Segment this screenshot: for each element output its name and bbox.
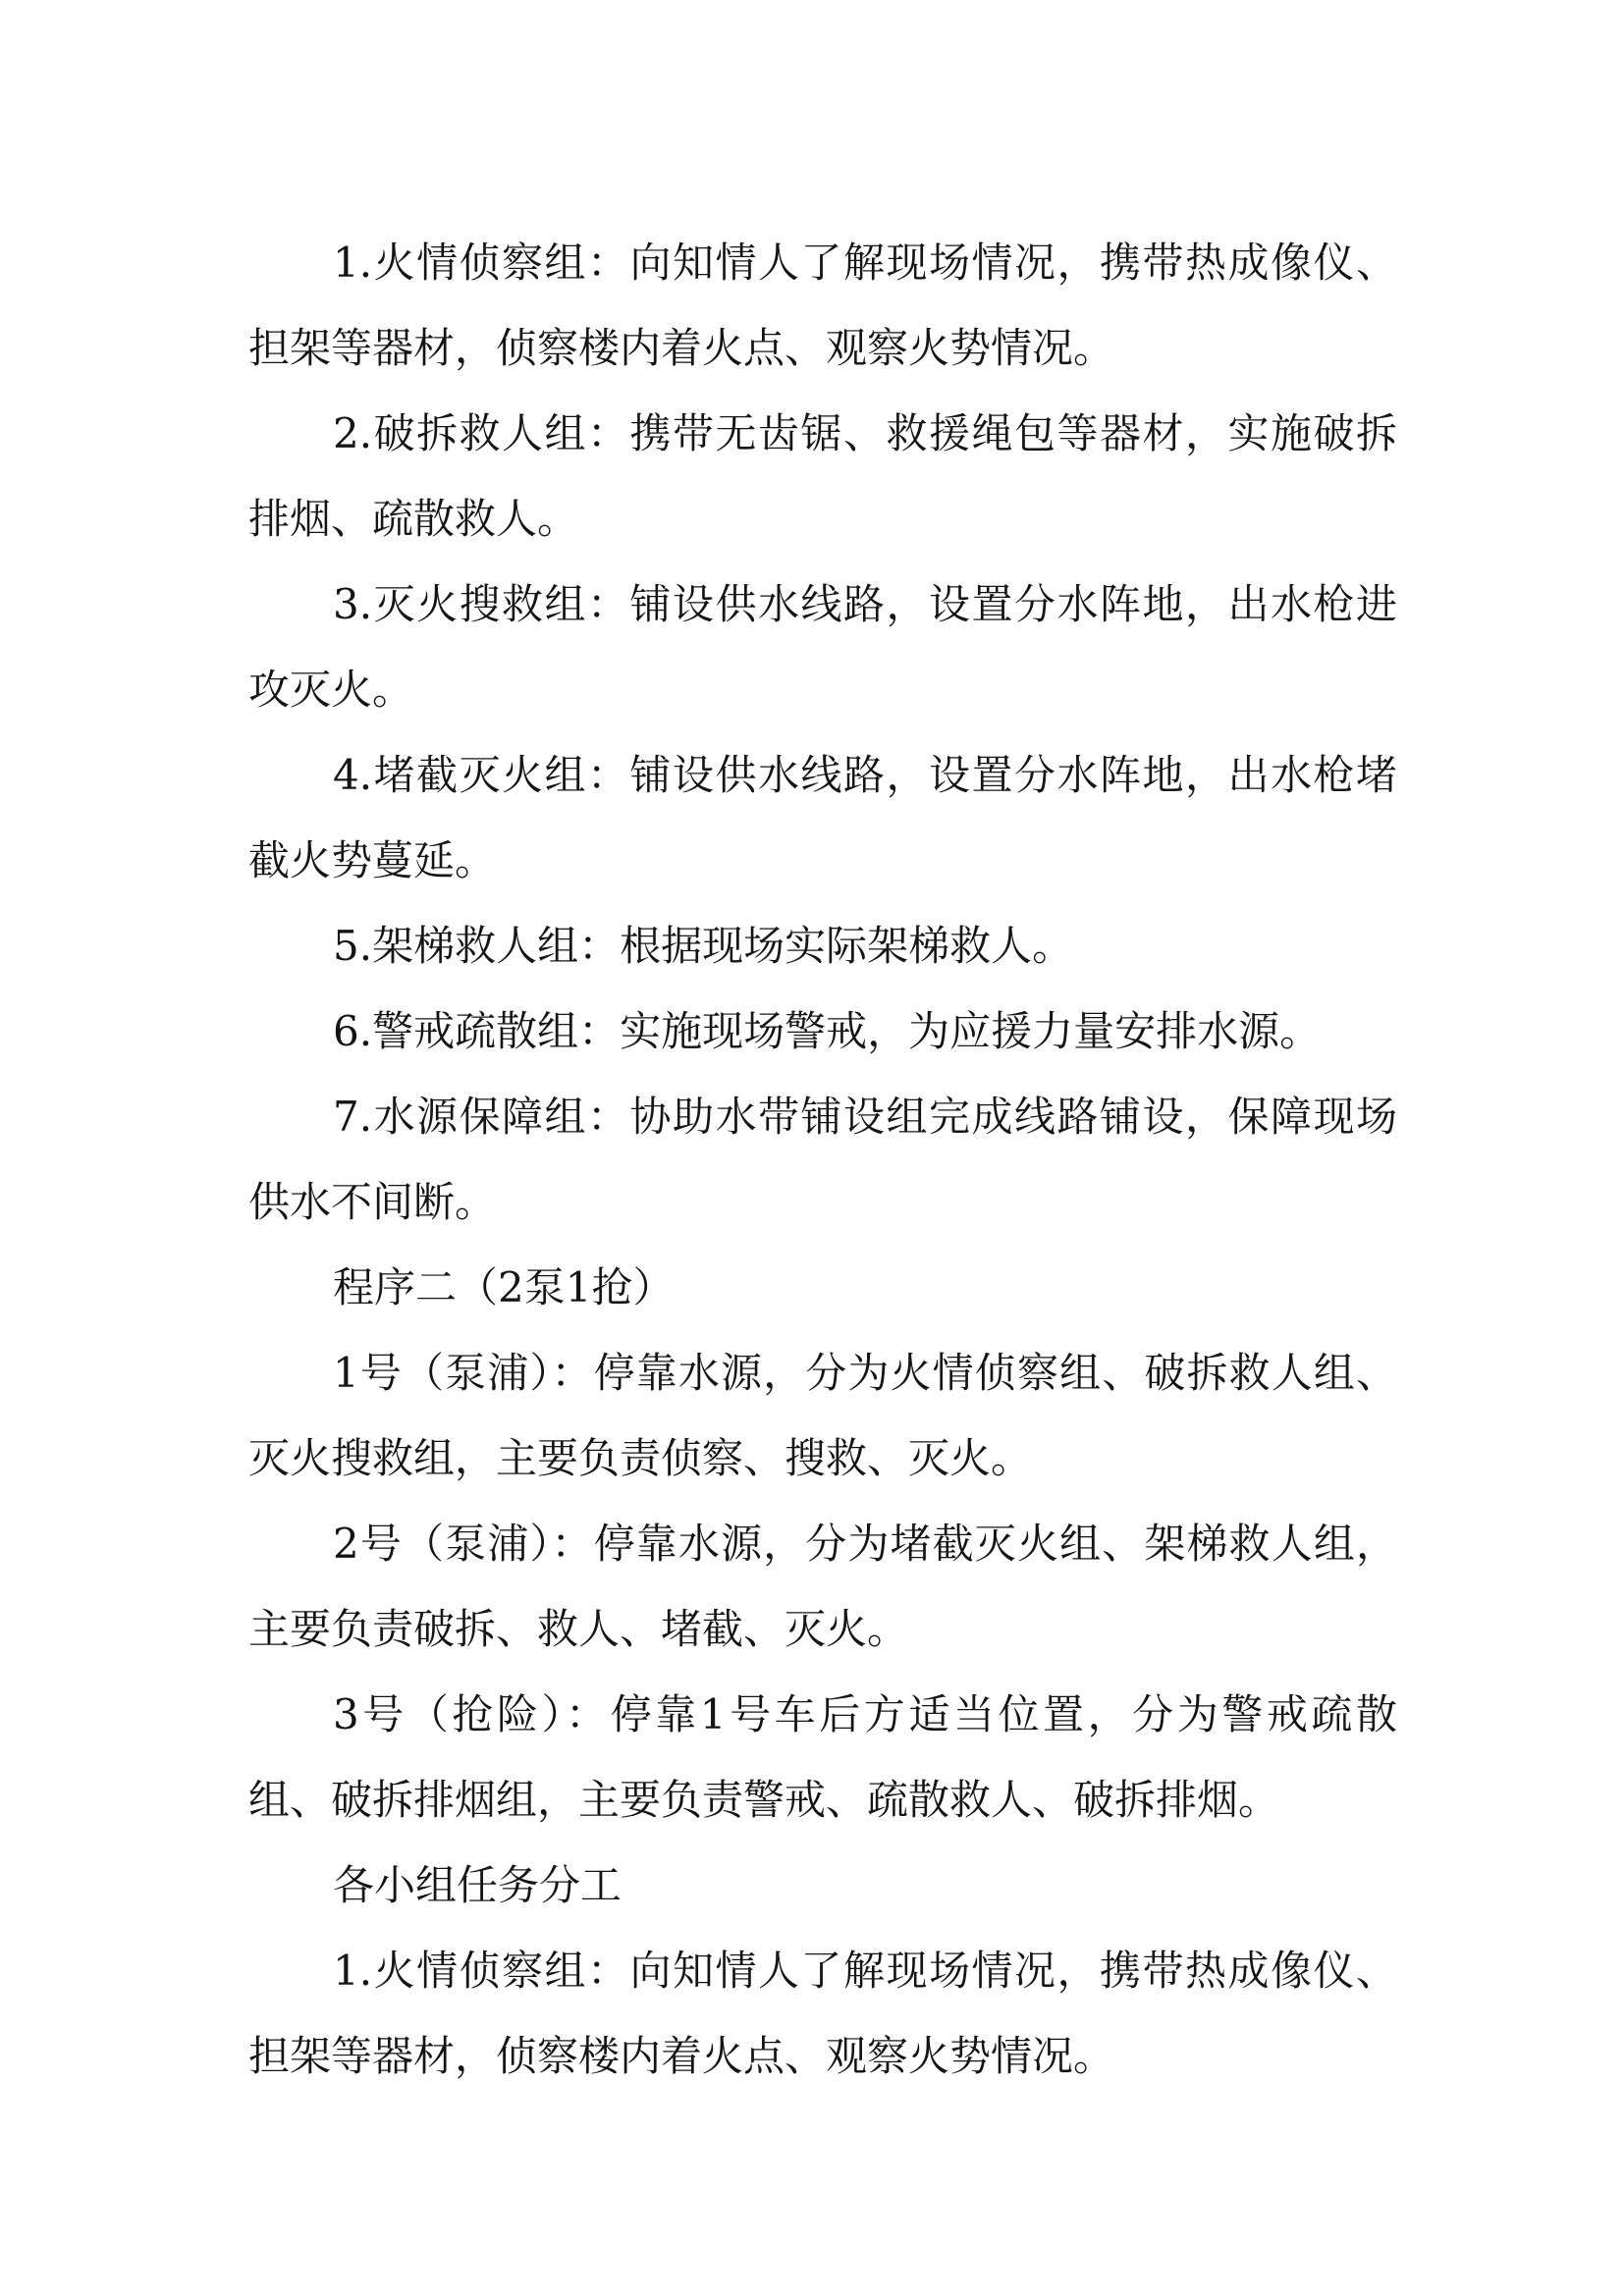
- paragraph-water-supply-group: [248, 1074, 1397, 1245]
- paragraph-fire-recon-group: [248, 220, 1397, 391]
- text-line: 3.灭火搜救组：铺设供水线路，设置分水阵地，出水枪进: [333, 580, 1397, 628]
- text-line: 排烟、疏散救人。: [248, 495, 579, 543]
- text-line: 4.堵截灭火组：铺设供水线路，设置分水阵地，出水枪堵: [333, 751, 1397, 799]
- text-line: 担架等器材，侦察楼内着火点、观察火势情况。: [248, 2032, 1115, 2080]
- paragraph-cordon-evacuation-group: [248, 988, 1397, 1074]
- text-line: 担架等器材，侦察楼内着火点、观察火势情况。: [248, 324, 1115, 372]
- text-line: 各小组任务分工: [333, 1861, 623, 1909]
- paragraph-fire-recon-group-repeat: [248, 1928, 1397, 2099]
- text-line: 攻灭火。: [248, 666, 414, 714]
- paragraph-extinguish-search-group: [248, 561, 1397, 732]
- text-line: 5.架梯救人组：根据现场实际架梯救人。: [333, 922, 1074, 970]
- text-line: 1号（泵浦）：停靠水源，分为火情侦察组、破拆救人组、: [333, 1349, 1397, 1397]
- paragraph-block-extinguish-group: [248, 732, 1397, 903]
- text-line: 灭火搜救组，主要负责侦察、搜救、灭火。: [248, 1434, 1033, 1482]
- text-line: 2.破拆救人组：携带无齿锯、救援绳包等器材，实施破拆: [333, 409, 1397, 457]
- text-line: 截火势蔓延。: [248, 836, 497, 884]
- text-line: 程序二（2泵1抢）: [333, 1263, 675, 1311]
- section-heading-group-tasks: [248, 1842, 1397, 1928]
- section-heading-procedure-two: [248, 1245, 1397, 1330]
- text-line: 1.火情侦察组：向知情人了解现场情况，携带热成像仪、: [333, 239, 1397, 287]
- text-line: 供水不间断。: [248, 1178, 497, 1226]
- text-line: 1.火情侦察组：向知情人了解现场情况，携带热成像仪、: [333, 1947, 1397, 1995]
- text-line: 组、破拆排烟组，主要负责警戒、疏散救人、破拆排烟。: [248, 1776, 1280, 1824]
- text-line: 6.警戒疏散组：实施现场警戒，为应援力量安排水源。: [333, 1007, 1322, 1055]
- text-line: 2号（泵浦）：停靠水源，分为堵截灭火组、架梯救人组，: [333, 1520, 1397, 1568]
- text-line: 主要负责破拆、救人、堵截、灭火。: [248, 1605, 909, 1653]
- paragraph-vehicle-2: [248, 1501, 1397, 1672]
- paragraph-vehicle-1: [248, 1330, 1397, 1501]
- text-line: 7.水源保障组：协助水带铺设组完成线路铺设，保障现场: [333, 1093, 1397, 1141]
- document-body: [248, 220, 1397, 2099]
- text-line: 3号（抢险）：停靠1号车后方适当位置，分为警戒疏散: [333, 1690, 1397, 1738]
- paragraph-ladder-rescue-group: [248, 903, 1397, 988]
- paragraph-demolition-rescue-group: [248, 391, 1397, 561]
- paragraph-vehicle-3: [248, 1672, 1397, 1842]
